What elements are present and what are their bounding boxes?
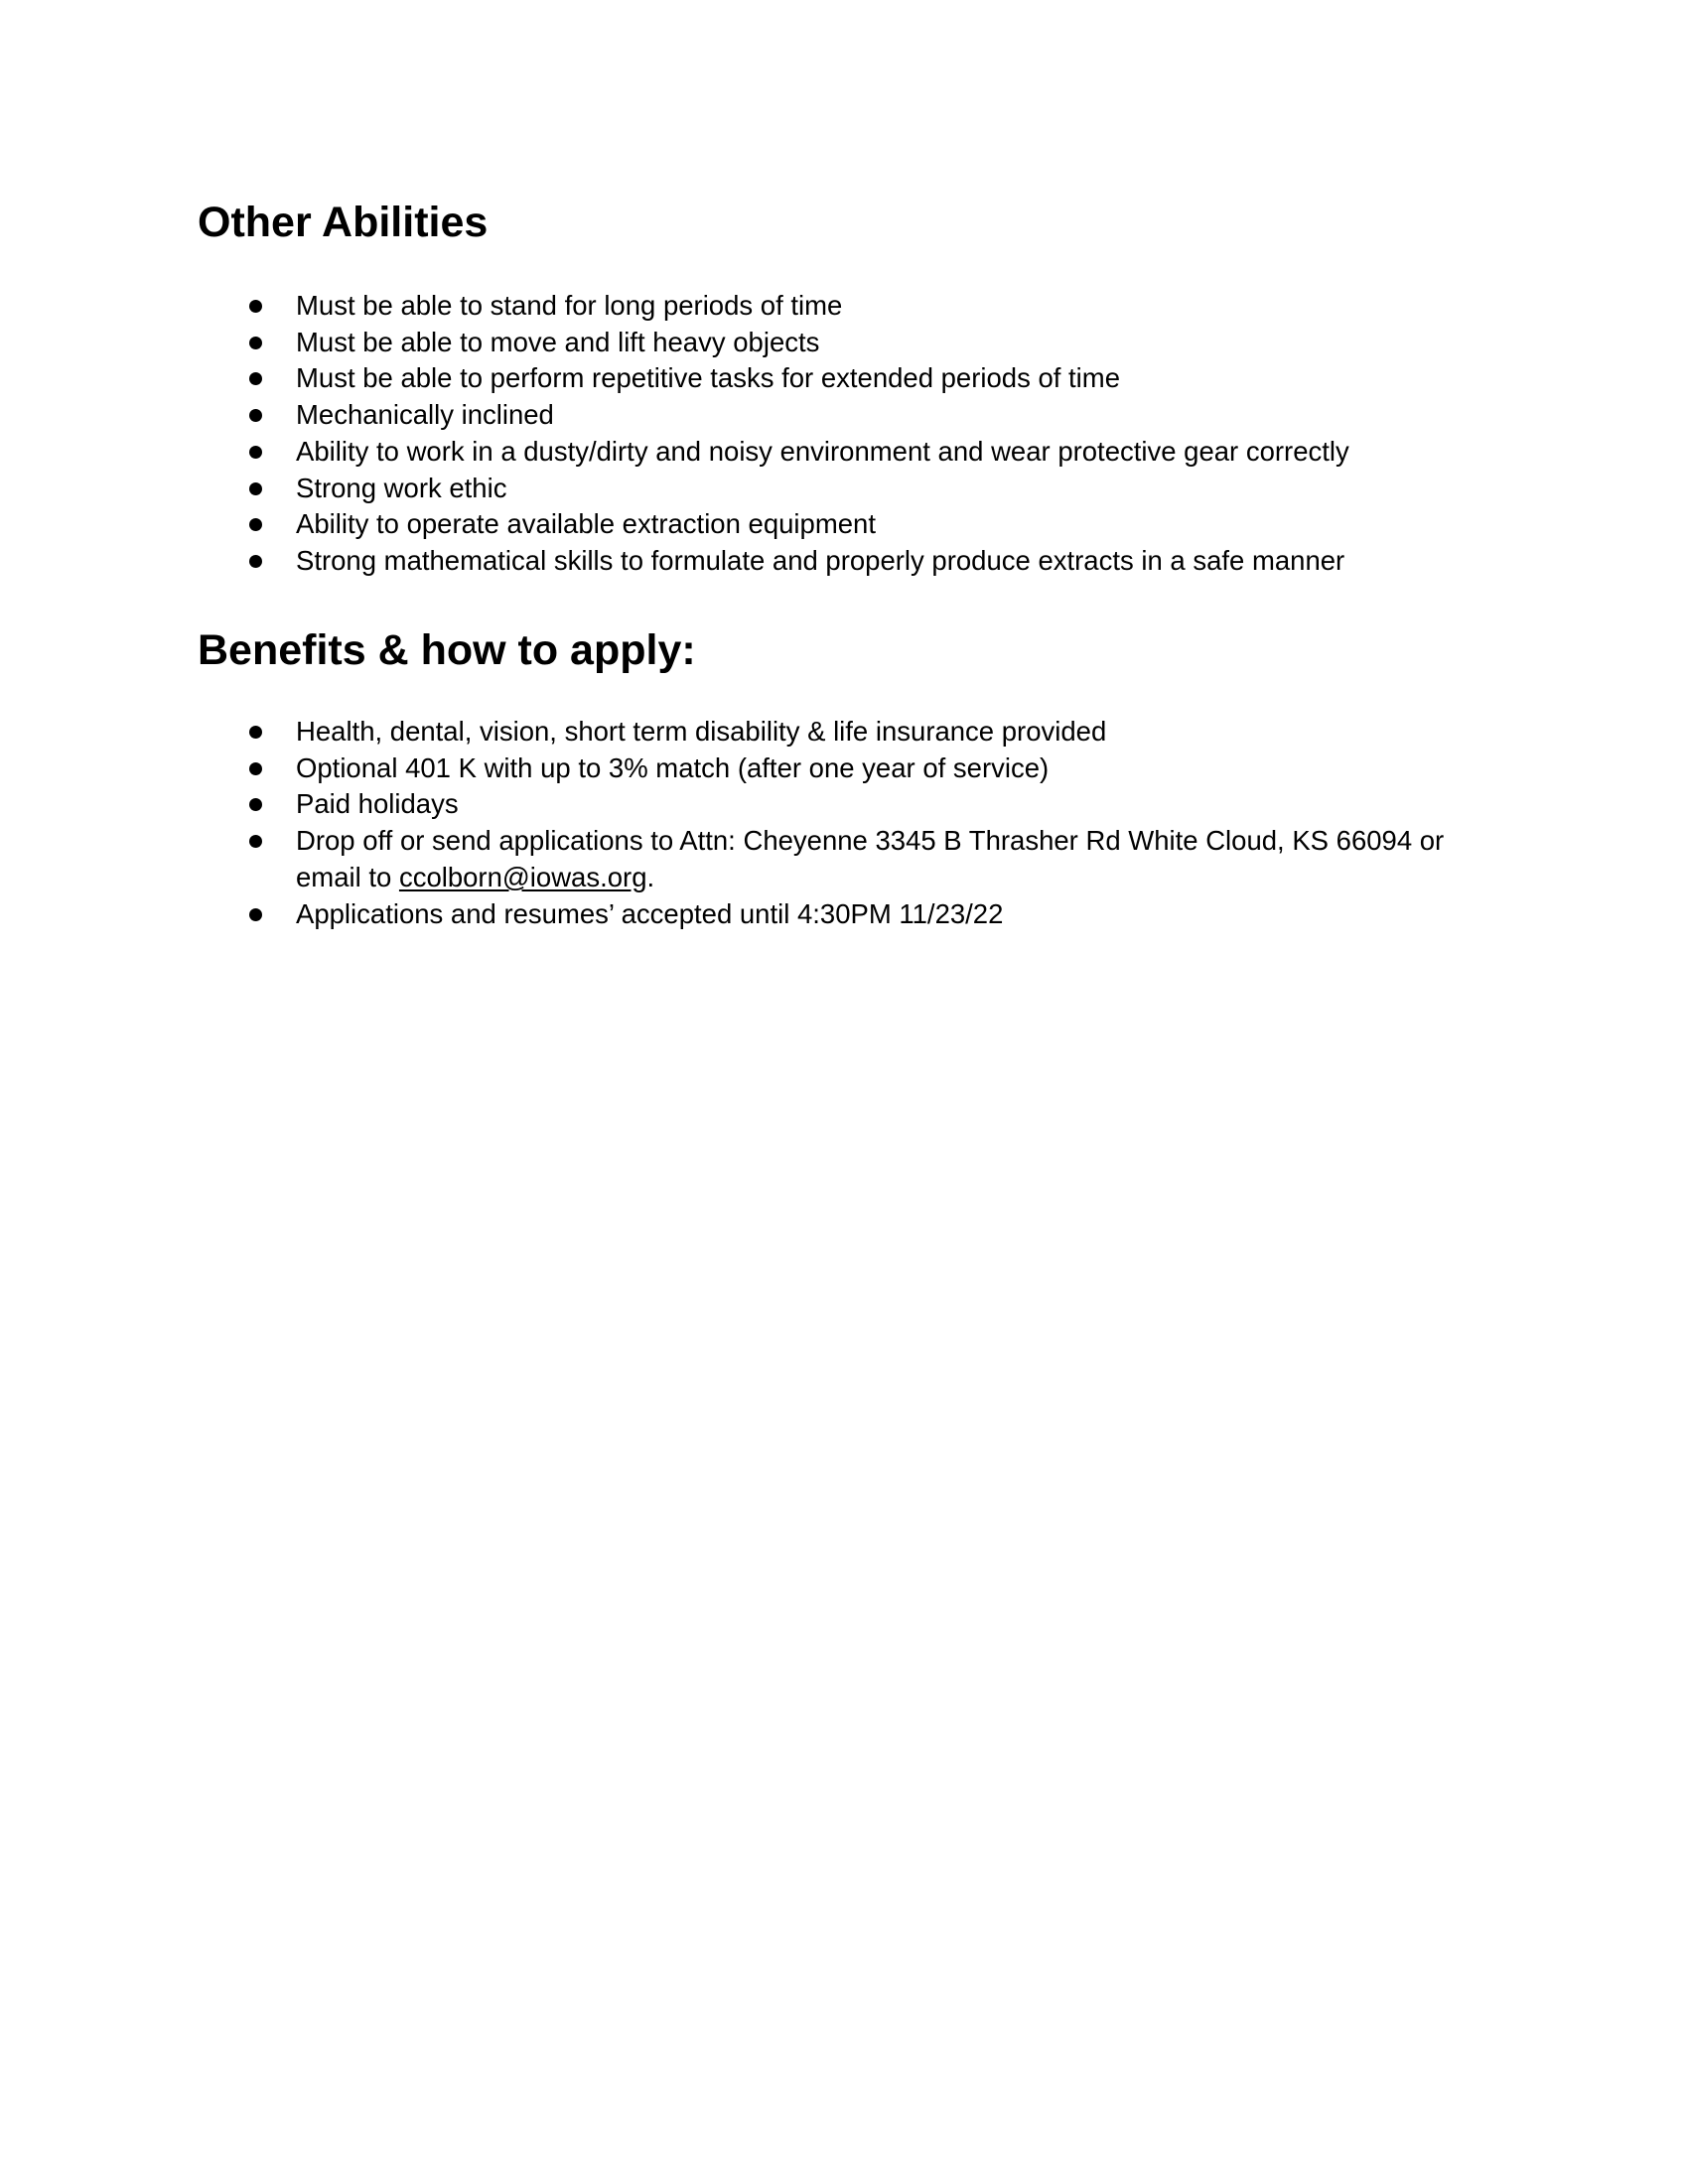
- apply-instructions-item: [0, 823, 1487, 895]
- apply-text: Drop off or send applications to Attn: Cheyenne 3345 B Thrasher Rd White Cloud, KS 66094 or email to: [296, 825, 1445, 892]
- bullet-icon: [249, 446, 262, 459]
- deadline-text: Applications and resumes’ accepted until 4:30PM 11/23/22: [296, 897, 1004, 929]
- list-item: [0, 360, 1487, 397]
- list-item-text: Optional 401 K with up to 3% match (after one year of service): [296, 751, 1050, 783]
- other-abilities-heading: Other Abilities: [198, 199, 489, 246]
- bullet-icon: [249, 372, 262, 385]
- list-item: [0, 786, 1487, 823]
- list-item: [0, 543, 1487, 580]
- bullet-icon: [249, 798, 262, 811]
- benefits-list: [0, 714, 1688, 932]
- list-item: [0, 397, 1487, 434]
- list-item-text: Paid holidays: [296, 788, 459, 820]
- email-link[interactable]: ccolborn@iowas.org: [398, 861, 647, 892]
- abilities-list: [0, 288, 1688, 580]
- list-item: [0, 325, 1487, 361]
- list-item-text: Mechanically inclined: [296, 399, 554, 431]
- list-item-text: Must be able to stand for long periods of time: [296, 290, 843, 321]
- list-item-text: Must be able to move and lift heavy objects: [296, 326, 820, 357]
- list-item: [0, 751, 1487, 787]
- list-item-text: Strong work ethic: [296, 472, 507, 503]
- bullet-icon: [249, 300, 262, 313]
- bullet-icon: [249, 762, 262, 775]
- bullet-icon: [249, 482, 262, 495]
- list-item: [0, 471, 1487, 507]
- list-item-text: Ability to work in a dusty/dirty and noisy environment and wear protective gear correctly: [296, 435, 1349, 467]
- bullet-icon: [249, 835, 262, 848]
- list-item-text: Health, dental, vision, short term disability & life insurance provided: [296, 716, 1107, 747]
- list-item: [0, 506, 1487, 543]
- list-item: [0, 434, 1487, 471]
- list-item: [0, 714, 1487, 751]
- list-item-text: Strong mathematical skills to formulate and properly produce extracts in a safe manner: [296, 544, 1345, 576]
- bullet-icon: [249, 726, 262, 739]
- list-item-text: Ability to operate available extraction equipment: [296, 508, 876, 540]
- bullet-icon: [249, 337, 262, 349]
- list-item-text: Must be able to perform repetitive tasks for extended periods of time: [296, 362, 1120, 394]
- list-item: [0, 288, 1487, 325]
- bullet-icon: [249, 908, 262, 921]
- bullet-icon: [249, 555, 262, 568]
- benefits-heading: Benefits & how to apply:: [198, 626, 696, 674]
- bullet-icon: [249, 518, 262, 531]
- bullet-icon: [249, 409, 262, 422]
- apply-text-end: .: [646, 861, 655, 892]
- deadline-item: [0, 896, 1487, 933]
